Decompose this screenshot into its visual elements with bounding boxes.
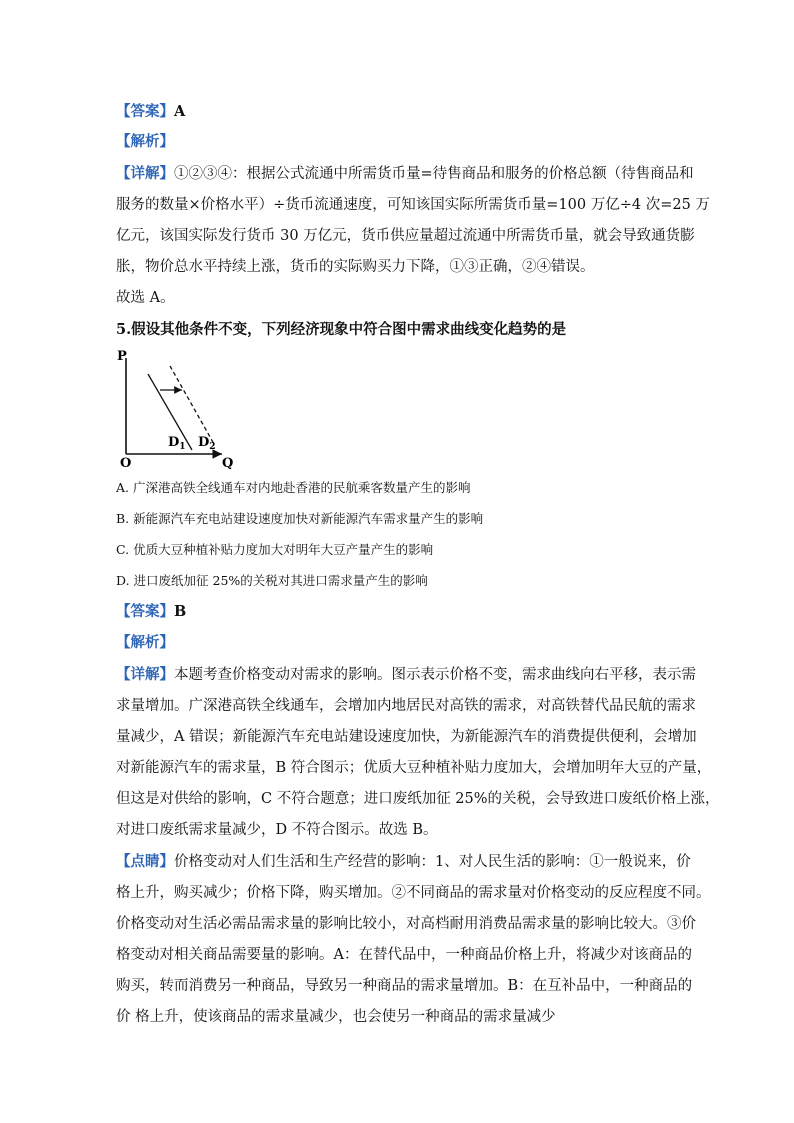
option-c: C. 优质大豆种植补贴力度加大对明年大豆产量产生的影响 — [116, 542, 434, 557]
comment-line-4: 购买，转而消费另一种商品，导致另一种商品的需求量增加。B：在互补品中，一种商品的 — [116, 978, 693, 994]
answer-value: B — [174, 603, 187, 620]
option-b: B. 新能源汽车充电站建设速度加快对新能源汽车需求量产生的影响 — [116, 511, 484, 526]
analysis-tag: 【解析】 — [116, 133, 174, 150]
detail-line-2-4: 但这是对供给的影响，C 不符合题意；进口废纸加征 25%的关税，会导致进口废纸价格上涨， — [116, 791, 720, 807]
option-a: A. 广深港高铁全线通车对内地赴香港的民航乘客数量产生的影响 — [116, 480, 471, 495]
answer-tag: 【答案】 — [116, 603, 174, 620]
detail-tag: 【详解】 — [116, 165, 174, 182]
comment-line-3: 格变动对相关商品需要量的影响。A：在替代品中，一种商品价格上升，将减少对该商品的 — [116, 947, 692, 963]
conclusion-line: 故选 A。 — [116, 290, 175, 306]
origin-label: O — [120, 456, 132, 471]
detail-line-2-5: 对进口废纸需求量减少，D 不符合图示。故选 B。 — [116, 822, 438, 838]
detail-line-2-1: 求量增加。广深港高铁全线通车，会增加内地居民对高铁的需求，对高铁替代品民航的需求 — [116, 698, 696, 714]
demand-curve-graph — [114, 344, 244, 472]
comment-line-1: 格上升，购买减少；价格下降，购买增加。②不同商品的需求量对价格变动的反应程度不同。 — [116, 885, 711, 901]
detail-line-1-1: 服务的数量×价格水平）÷货币流通速度，可知该国实际所需货币量=100 万亿÷4 次=25 万 — [116, 197, 710, 213]
comment-tag: 【点睛】 — [116, 853, 174, 870]
comment-line-5: 价 格上升，使该商品的需求量减少，也会使另一种商品的需求量减少 — [116, 1009, 556, 1025]
demand-curve-d2 — [170, 366, 214, 444]
option-d: D. 进口废纸加征 25%的关税对其进口需求量产生的影响 — [116, 573, 428, 588]
analysis-heading-2 — [116, 633, 174, 653]
axis-label-p: P — [117, 349, 127, 364]
analysis-tag: 【解析】 — [116, 634, 174, 651]
comment-line-0 — [116, 852, 691, 872]
answer-value: A — [174, 103, 186, 120]
detail-line-1-3: 胀，物价总水平持续上涨，货币的实际购买力下降，①③正确，②④错误。 — [116, 259, 595, 275]
answer-line-2 — [116, 602, 186, 622]
detail-line-1-0 — [116, 164, 694, 184]
question-5-stem: 5.假设其他条件不变，下列经济现象中符合图中需求曲线变化趋势的是 — [116, 321, 567, 338]
label-d2: $D_2$ — [198, 435, 216, 452]
answer-line-1 — [116, 102, 185, 122]
comment-line-2: 价格变动对生活必需品需求量的影响比较小，对高档耐用消费品需求量的影响比较大。③价 — [116, 916, 696, 932]
detail-line-1-2: 亿元，该国实际发行货币 30 万亿元，货币供应量超过流通中所需货币量，就会导致通货膨 — [116, 228, 695, 244]
detail-text: ①②③④：根据公式流通中所需货币量=待售商品和服务的价格总额（待售商品和 — [174, 166, 694, 182]
detail-tag: 【详解】 — [116, 666, 174, 683]
label-d1: $D_1$ — [168, 435, 186, 452]
detail-text: 本题考查价格变动对需求的影响。图示表示价格不变，需求曲线向右平移，表示需 — [174, 667, 696, 683]
comment-text: 价格变动对人们生活和生产经营的影响：1、对人民生活的影响：①一般说来，价 — [174, 854, 691, 870]
analysis-heading-1 — [116, 132, 174, 152]
axis-label-q: Q — [222, 456, 234, 471]
detail-line-2-3: 对新能源汽车的需求量，B 符合图示；优质大豆种植补贴力度加大，会增加明年大豆的产量， — [116, 760, 712, 776]
detail-line-2-2: 量减少，A 错误；新能源汽车充电站建设速度加快，为新能源汽车的消费提供便利，会增加 — [116, 729, 697, 745]
answer-tag: 【答案】 — [116, 103, 174, 120]
detail-line-2-0 — [116, 665, 696, 685]
